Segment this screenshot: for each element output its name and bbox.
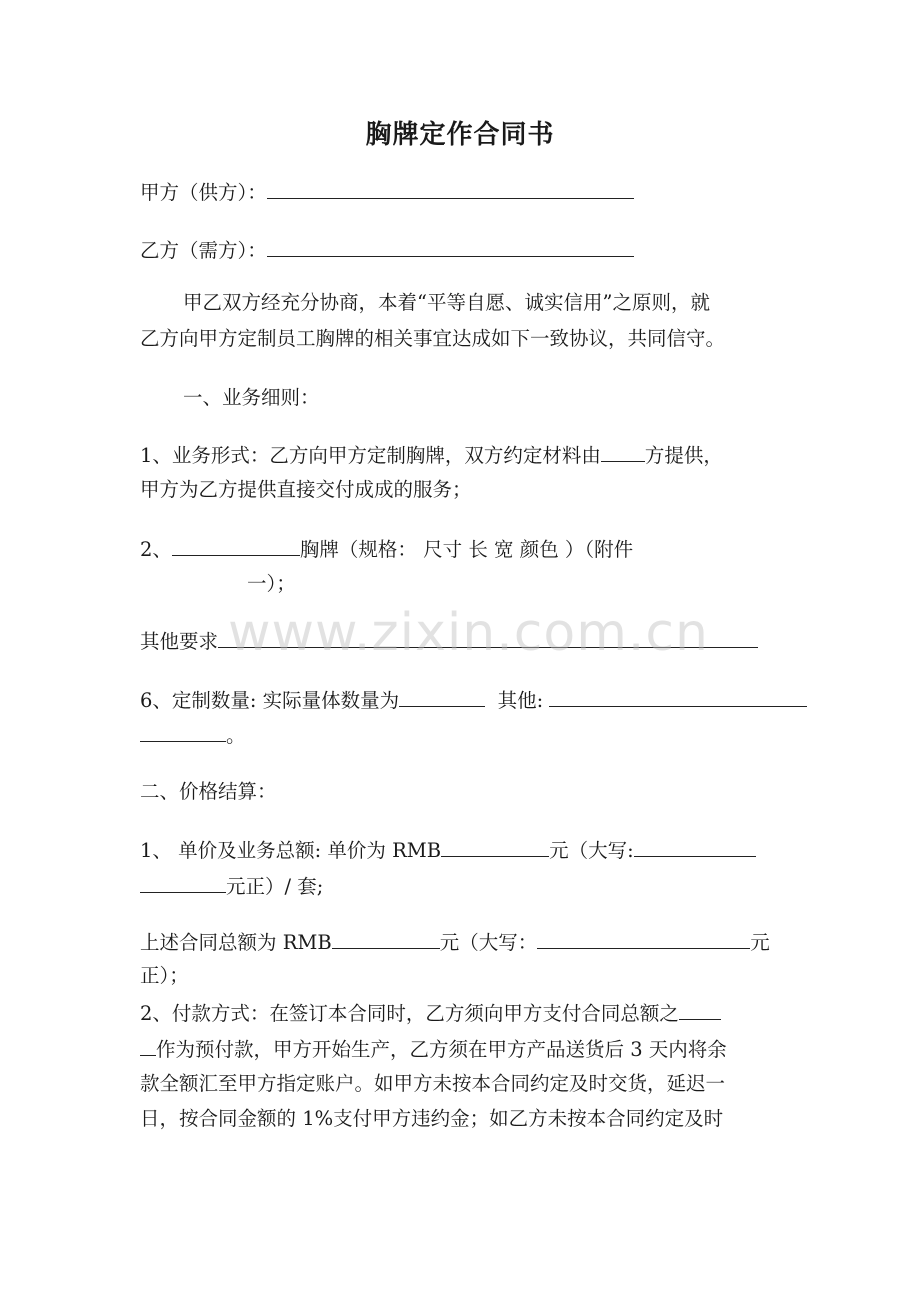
unit-price-end: 元正）/ 套; bbox=[226, 875, 324, 898]
total-yuan: 元 bbox=[750, 931, 770, 954]
section-1-heading: 一、业务细则： bbox=[183, 386, 320, 409]
total-capital-blank[interactable] bbox=[537, 928, 750, 949]
other-requirements-blank[interactable] bbox=[218, 627, 758, 648]
prepayment-ratio-blank-cont[interactable] bbox=[140, 1035, 156, 1056]
unit-price-capital-label: 元（大写: bbox=[549, 839, 634, 862]
item-1-line-1 bbox=[140, 441, 723, 469]
price-line-1 bbox=[140, 836, 756, 864]
total-label: 上述合同总额为 RMB bbox=[140, 931, 332, 954]
quantity-blank[interactable] bbox=[399, 686, 485, 707]
item-6-line-2 bbox=[140, 721, 246, 749]
total-capital-label: 元（大写： bbox=[439, 931, 538, 954]
item-1-line-2: 甲方为乙方提供直接交付成成的服务； bbox=[140, 478, 472, 501]
party-a-blank[interactable] bbox=[267, 178, 634, 199]
page-title: 胸牌定作合同书 bbox=[365, 120, 555, 150]
other-requirements-label: 其他要求 bbox=[140, 630, 219, 653]
payment-line-4: 日，按合同金额的 1%支付甲方违约金；如乙方未按本合同约定及时 bbox=[140, 1107, 724, 1130]
intro-line-2: 乙方向甲方定制员工胸牌的相关事宜达成如下一致协议，共同信守。 bbox=[140, 327, 726, 350]
payment-line-3: 款全额汇至甲方指定账户。如甲方未按本合同约定及时交货，延迟一 bbox=[140, 1072, 726, 1095]
price-line-2 bbox=[140, 872, 323, 900]
party-b-label: 乙方（需方）： bbox=[140, 239, 267, 262]
other-requirements-line bbox=[140, 627, 758, 655]
unit-price-capital-blank-cont[interactable] bbox=[140, 872, 226, 893]
item-2-spec: 胸牌（规格： 尺寸 长 宽 颜色 ）（附件 bbox=[299, 538, 634, 561]
item-6-other-blank[interactable] bbox=[549, 686, 807, 707]
unit-price-label: 1、 单价及业务总额: 单价为 RMB bbox=[140, 839, 442, 862]
item-6-text: 6、定制数量: 实际量体数量为 bbox=[140, 689, 400, 712]
section-2-heading: 二、价格结算： bbox=[140, 780, 277, 803]
total-line-1 bbox=[140, 928, 770, 956]
item-6-other-label: 其他: bbox=[497, 689, 544, 712]
item-1-text: 1、业务形式：乙方向甲方定制胸牌，双方约定材料由 bbox=[140, 444, 601, 467]
party-a-line bbox=[140, 178, 634, 206]
total-line-2: 正）； bbox=[140, 964, 189, 987]
badge-type-blank[interactable] bbox=[172, 535, 300, 556]
item-6-other-blank-cont[interactable] bbox=[140, 721, 226, 742]
prepayment-ratio-blank[interactable] bbox=[679, 999, 721, 1020]
item-6-line-1 bbox=[140, 686, 807, 714]
party-a-label: 甲方（供方）： bbox=[140, 181, 267, 204]
watermark: www.zixin.com.cn bbox=[228, 603, 709, 663]
unit-price-capital-blank[interactable] bbox=[634, 836, 756, 857]
payment-line-2 bbox=[140, 1035, 727, 1063]
item-1-text-end: 方提供， bbox=[644, 444, 723, 467]
total-amount-blank[interactable] bbox=[332, 928, 440, 949]
material-provider-blank[interactable] bbox=[601, 441, 645, 462]
party-b-line bbox=[140, 236, 634, 264]
intro-line-1: 甲乙双方经充分协商，本着“平等自愿、诚实信用”之原则，就 bbox=[183, 291, 710, 314]
payment-text-2: 作为预付款，甲方开始生产，乙方须在甲方产品送货后 3 天内将余 bbox=[156, 1038, 727, 1061]
unit-price-blank[interactable] bbox=[441, 836, 549, 857]
item-2-line-2: 一）； bbox=[247, 572, 296, 595]
payment-line-1 bbox=[140, 999, 721, 1027]
item-2-number: 2、 bbox=[140, 538, 172, 561]
item-2-line-1 bbox=[140, 535, 633, 563]
payment-text: 2、付款方式：在签订本合同时，乙方须向甲方支付合同总额之 bbox=[140, 1002, 679, 1025]
item-6-end: 。 bbox=[226, 724, 246, 747]
party-b-blank[interactable] bbox=[267, 236, 634, 257]
